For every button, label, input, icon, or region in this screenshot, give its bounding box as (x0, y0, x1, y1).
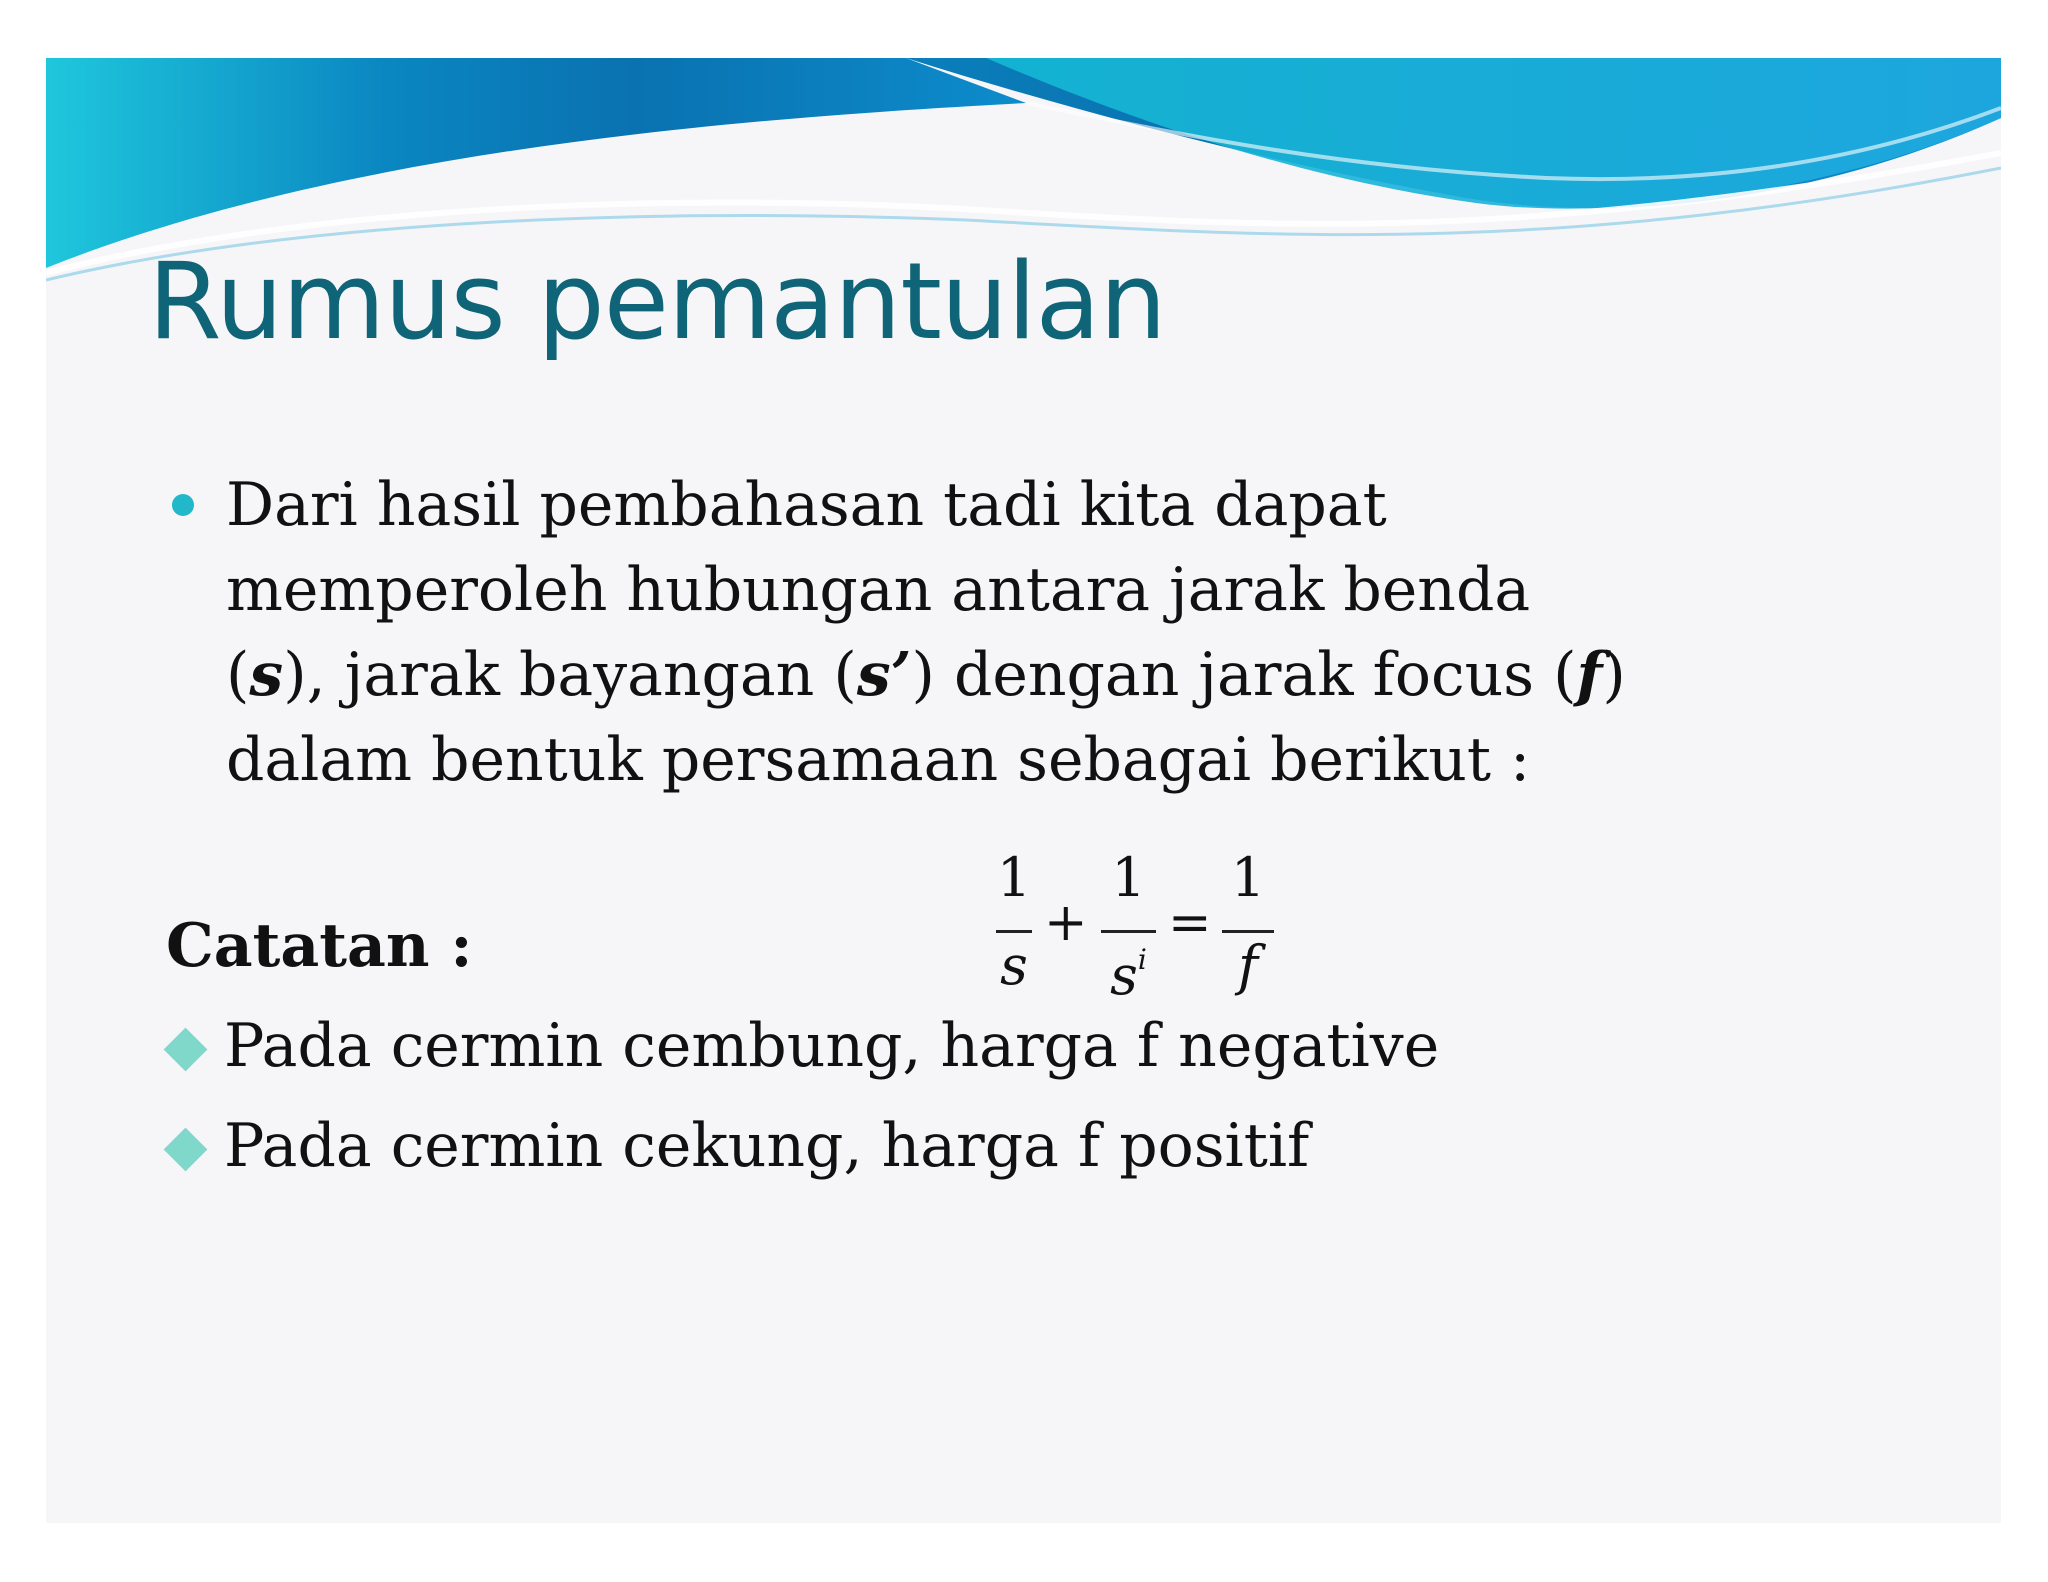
note-text: Pada cermin cekung, harga f positif (224, 1111, 1310, 1181)
plus-sign: + (1044, 893, 1088, 953)
fraction-bar (996, 930, 1032, 933)
main-bullet-text (226, 463, 1626, 803)
numerator: 1 (1230, 846, 1266, 909)
note-heading: Catatan : (166, 911, 473, 981)
variable-s-prime: s’ (856, 640, 912, 710)
note-text: Pada cermin cembung, harga f negative (224, 1011, 1440, 1081)
fraction-bar (1101, 930, 1156, 933)
main-bullet-segment: ), jarak bayangan ( (283, 640, 857, 710)
main-bullet-segment: ) dalam bentuk persamaan sebagai berikut : (226, 640, 1626, 795)
superscript: i (1137, 943, 1147, 976)
slide-title: Rumus pemantulan (148, 240, 1166, 363)
main-bullet-segment: ) dengan jarak focus ( (911, 640, 1577, 710)
denominator: f (1238, 934, 1258, 997)
numerator: 1 (1111, 846, 1146, 909)
numerator: 1 (996, 846, 1032, 909)
variable-f: f (1576, 640, 1603, 710)
mirror-formula (996, 848, 1296, 1018)
slide-canvas (46, 58, 2001, 1523)
fraction-bar (1222, 930, 1274, 933)
main-bullet-segment: Dari hasil pembahasan tadi kita dapat memperoleh hubungan antara jarak benda ( (226, 470, 1531, 710)
denominator: s (1000, 934, 1028, 997)
diamond-bullet-icon (164, 1128, 208, 1172)
equals-sign: = (1168, 893, 1212, 953)
variable-s: s (249, 640, 284, 710)
bullet-dot-icon (172, 494, 194, 516)
denominator-base: s (1110, 944, 1138, 1007)
denominator (1101, 936, 1156, 1006)
diamond-bullet-icon (164, 1028, 208, 1072)
